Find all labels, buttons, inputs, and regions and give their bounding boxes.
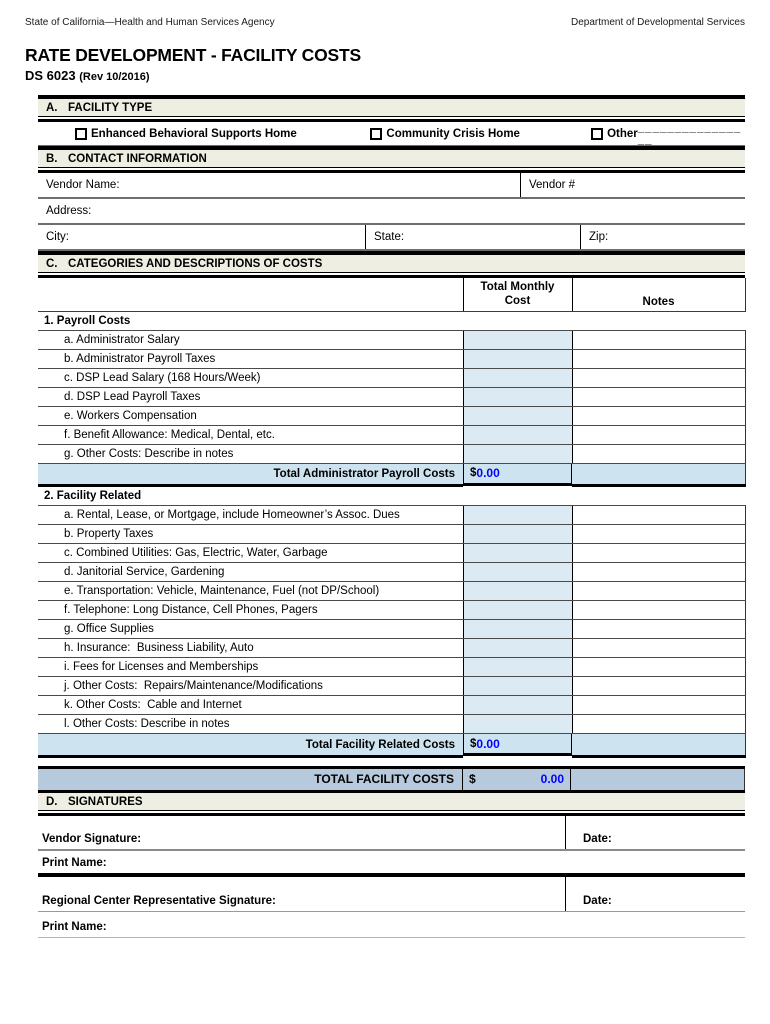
row-label: g. Office Supplies [38, 620, 463, 639]
facility-option-cch [370, 128, 534, 140]
cost-input-cell[interactable] [463, 658, 572, 677]
notes-input-cell[interactable] [572, 677, 745, 696]
table-row [38, 582, 745, 601]
notes-input-cell[interactable] [572, 582, 745, 601]
vendor-name-label: Vendor Name: [46, 179, 120, 191]
section-a-header [38, 95, 745, 122]
row-label: c. Combined Utilities: Gas, Electric, Water, Garbage [38, 544, 463, 563]
form-revision: (Rev 10/2016) [79, 71, 150, 83]
table-row [38, 563, 745, 582]
section-b-title: CONTACT INFORMATION [68, 153, 207, 165]
state-field[interactable] [365, 225, 580, 249]
checkbox-other[interactable] [591, 128, 603, 140]
notes-cell [572, 734, 745, 757]
row-label: f. Telephone: Long Distance, Cell Phones, Pagers [38, 601, 463, 620]
notes-input-cell[interactable] [572, 330, 745, 349]
section-a-letter: A. [46, 102, 58, 114]
grand-total-row [38, 766, 745, 793]
row-label: h. Insurance: Business Liability, Auto [38, 639, 463, 658]
grand-total-value: 0.00 [540, 772, 564, 787]
checkbox-label: Community Crisis Home [386, 127, 520, 140]
table-row [38, 330, 745, 349]
cost-input-cell[interactable] [463, 425, 572, 444]
group-title-row [38, 486, 745, 506]
regional-print-name-field[interactable] [38, 912, 745, 938]
cost-input-cell[interactable] [463, 330, 572, 349]
table-row [38, 444, 745, 463]
cost-input-cell[interactable] [463, 696, 572, 715]
section-a-title: FACILITY TYPE [68, 102, 153, 114]
payroll-subtotal-row [38, 463, 745, 486]
group-title-row [38, 311, 745, 330]
notes-input-cell[interactable] [572, 425, 745, 444]
notes-input-cell[interactable] [572, 601, 745, 620]
facility-subtotal-row [38, 734, 745, 757]
zip-label: Zip: [589, 231, 609, 243]
row-label: a. Administrator Salary [38, 330, 463, 349]
table-row [38, 715, 745, 734]
print-name-label: Print Name: [42, 920, 107, 933]
cost-input-cell[interactable] [463, 563, 572, 582]
section-b-header [38, 146, 745, 173]
row-label: e. Workers Compensation [38, 406, 463, 425]
section-d-letter: D. [46, 795, 58, 808]
vendor-print-name-field[interactable] [38, 851, 745, 877]
city-state-zip-row [38, 225, 745, 251]
payroll-subtotal-label: Total Administrator Payroll Costs [38, 463, 463, 486]
payroll-subtotal-amount [463, 464, 572, 486]
regional-signature-date-field[interactable] [565, 877, 745, 911]
grand-total-notes-cell [571, 769, 745, 790]
checkbox-label: Enhanced Behavioral Supports Home [91, 127, 297, 140]
vendor-signature-label: Vendor Signature: [42, 832, 142, 845]
notes-input-cell[interactable] [572, 639, 745, 658]
monthly-cost-column-header: Total Monthly Cost [463, 278, 572, 311]
table-row [38, 368, 745, 387]
grand-total-label: TOTAL FACILITY COSTS [314, 772, 454, 787]
state-label: State: [374, 231, 405, 243]
cost-input-cell[interactable] [463, 444, 572, 463]
facility-subtotal-label: Total Facility Related Costs [38, 734, 463, 757]
notes-input-cell[interactable] [572, 349, 745, 368]
cost-input-cell[interactable] [463, 639, 572, 658]
address-field[interactable] [38, 199, 745, 223]
currency-symbol: $ [470, 737, 477, 750]
notes-input-cell[interactable] [572, 525, 745, 544]
regional-signature-label: Regional Center Representative Signature: [42, 894, 276, 907]
vendor-signature-date-field[interactable] [565, 816, 745, 849]
notes-input-cell[interactable] [572, 620, 745, 639]
city-label: City: [46, 231, 69, 243]
table-row [38, 601, 745, 620]
row-label: e. Transportation: Vehicle, Maintenance, Fuel (not DP/School) [38, 582, 463, 601]
agency-header [25, 17, 745, 28]
notes-input-cell[interactable] [572, 658, 745, 677]
cost-input-cell[interactable] [463, 677, 572, 696]
vendor-signature-field[interactable] [38, 816, 565, 849]
zip-field[interactable] [580, 225, 745, 249]
form-body [38, 95, 745, 938]
row-label: k. Other Costs: Cable and Internet [38, 696, 463, 715]
other-fill-in-line[interactable]: ______________ __ [637, 121, 742, 146]
facility-option-other [591, 122, 745, 146]
row-label: b. Property Taxes [38, 525, 463, 544]
form-title: RATE DEVELOPMENT - FACILITY COSTS [25, 45, 361, 65]
facility-subtotal-value: 0.00 [476, 736, 500, 751]
address-label: Address: [46, 205, 92, 217]
table-row [38, 349, 745, 368]
table-row [38, 544, 745, 563]
agency-left-text: State of California—Health and Human Services Agency [25, 17, 275, 28]
payroll-subtotal-value: 0.00 [476, 466, 500, 481]
row-label: c. DSP Lead Salary (168 Hours/Week) [38, 368, 463, 387]
table-row [38, 639, 745, 658]
currency-symbol: $ [470, 467, 477, 480]
notes-input-cell[interactable] [572, 563, 745, 582]
checkbox-label: Other [607, 127, 638, 140]
table-row [38, 620, 745, 639]
form-number-line [25, 68, 745, 83]
row-label: g. Other Costs: Describe in notes [38, 444, 463, 463]
cost-input-cell[interactable] [463, 368, 572, 387]
table-row [38, 677, 745, 696]
section-d-title: SIGNATURES [68, 795, 143, 808]
print-name-label: Print Name: [42, 856, 107, 869]
table-row [38, 425, 745, 444]
facility-subtotal-amount [463, 734, 572, 756]
vendor-number-label: Vendor # [529, 179, 576, 191]
row-label: d. DSP Lead Payroll Taxes [38, 387, 463, 406]
notes-input-cell[interactable] [572, 444, 745, 463]
vendor-row [38, 173, 745, 199]
vendor-signature-row [38, 816, 745, 851]
section-c-letter: C. [46, 258, 58, 270]
table-row [38, 696, 745, 715]
notes-cell [572, 463, 745, 486]
cost-input-cell[interactable] [463, 525, 572, 544]
date-label: Date: [583, 832, 612, 845]
cost-input-cell[interactable] [463, 620, 572, 639]
table-row [38, 658, 745, 677]
section-c-title: CATEGORIES AND DESCRIPTIONS OF COSTS [68, 258, 323, 270]
cost-table-header-row [38, 278, 745, 311]
notes-column-header: Notes [572, 278, 745, 311]
cost-input-cell[interactable] [463, 544, 572, 563]
agency-right-text: Department of Developmental Services [571, 17, 745, 28]
regional-signature-row [38, 877, 745, 912]
group-1-title: 1. Payroll Costs [38, 311, 745, 330]
vendor-number-field[interactable] [520, 173, 745, 197]
cost-input-cell[interactable] [463, 387, 572, 406]
section-c-header [38, 251, 745, 278]
empty-header-cell [38, 278, 463, 311]
row-label: a. Rental, Lease, or Mortgage, include Homeowner’s Assoc. Dues [38, 506, 463, 525]
vendor-name-field[interactable] [38, 173, 520, 197]
form-number: DS 6023 [25, 68, 76, 83]
grand-total-amount [462, 769, 571, 790]
section-b-letter: B. [46, 153, 58, 165]
row-label: i. Fees for Licenses and Memberships [38, 658, 463, 677]
row-label: d. Janitorial Service, Gardening [38, 563, 463, 582]
group-2-title: 2. Facility Related [38, 486, 745, 506]
row-label: j. Other Costs: Repairs/Maintenance/Modifications [38, 677, 463, 696]
notes-input-cell[interactable] [572, 696, 745, 715]
notes-input-cell[interactable] [572, 544, 745, 563]
cost-input-cell[interactable] [463, 601, 572, 620]
cost-input-cell[interactable] [463, 582, 572, 601]
notes-input-cell[interactable] [572, 506, 745, 525]
regional-signature-field[interactable] [38, 877, 565, 911]
cost-input-cell[interactable] [463, 715, 572, 734]
cost-table [38, 278, 746, 758]
row-label: b. Administrator Payroll Taxes [38, 349, 463, 368]
checkbox-enhanced-behavioral-supports-home[interactable] [75, 128, 87, 140]
notes-input-cell[interactable] [572, 387, 745, 406]
cost-input-cell[interactable] [463, 506, 572, 525]
table-row [38, 406, 745, 425]
facility-option-ebsh [75, 128, 312, 140]
cost-input-cell[interactable] [463, 406, 572, 425]
currency-symbol: $ [469, 772, 476, 787]
notes-input-cell[interactable] [572, 715, 745, 734]
notes-input-cell[interactable] [572, 368, 745, 387]
checkbox-community-crisis-home[interactable] [370, 128, 382, 140]
cost-input-cell[interactable] [463, 349, 572, 368]
city-field[interactable] [38, 225, 365, 249]
table-row [38, 525, 745, 544]
address-row [38, 199, 745, 225]
section-d-header [38, 793, 745, 816]
table-row [38, 506, 745, 525]
facility-type-row [38, 122, 745, 146]
row-label: l. Other Costs: Describe in notes [38, 715, 463, 734]
table-row [38, 387, 745, 406]
notes-input-cell[interactable] [572, 406, 745, 425]
row-label: f. Benefit Allowance: Medical, Dental, etc. [38, 425, 463, 444]
date-label: Date: [583, 894, 612, 907]
